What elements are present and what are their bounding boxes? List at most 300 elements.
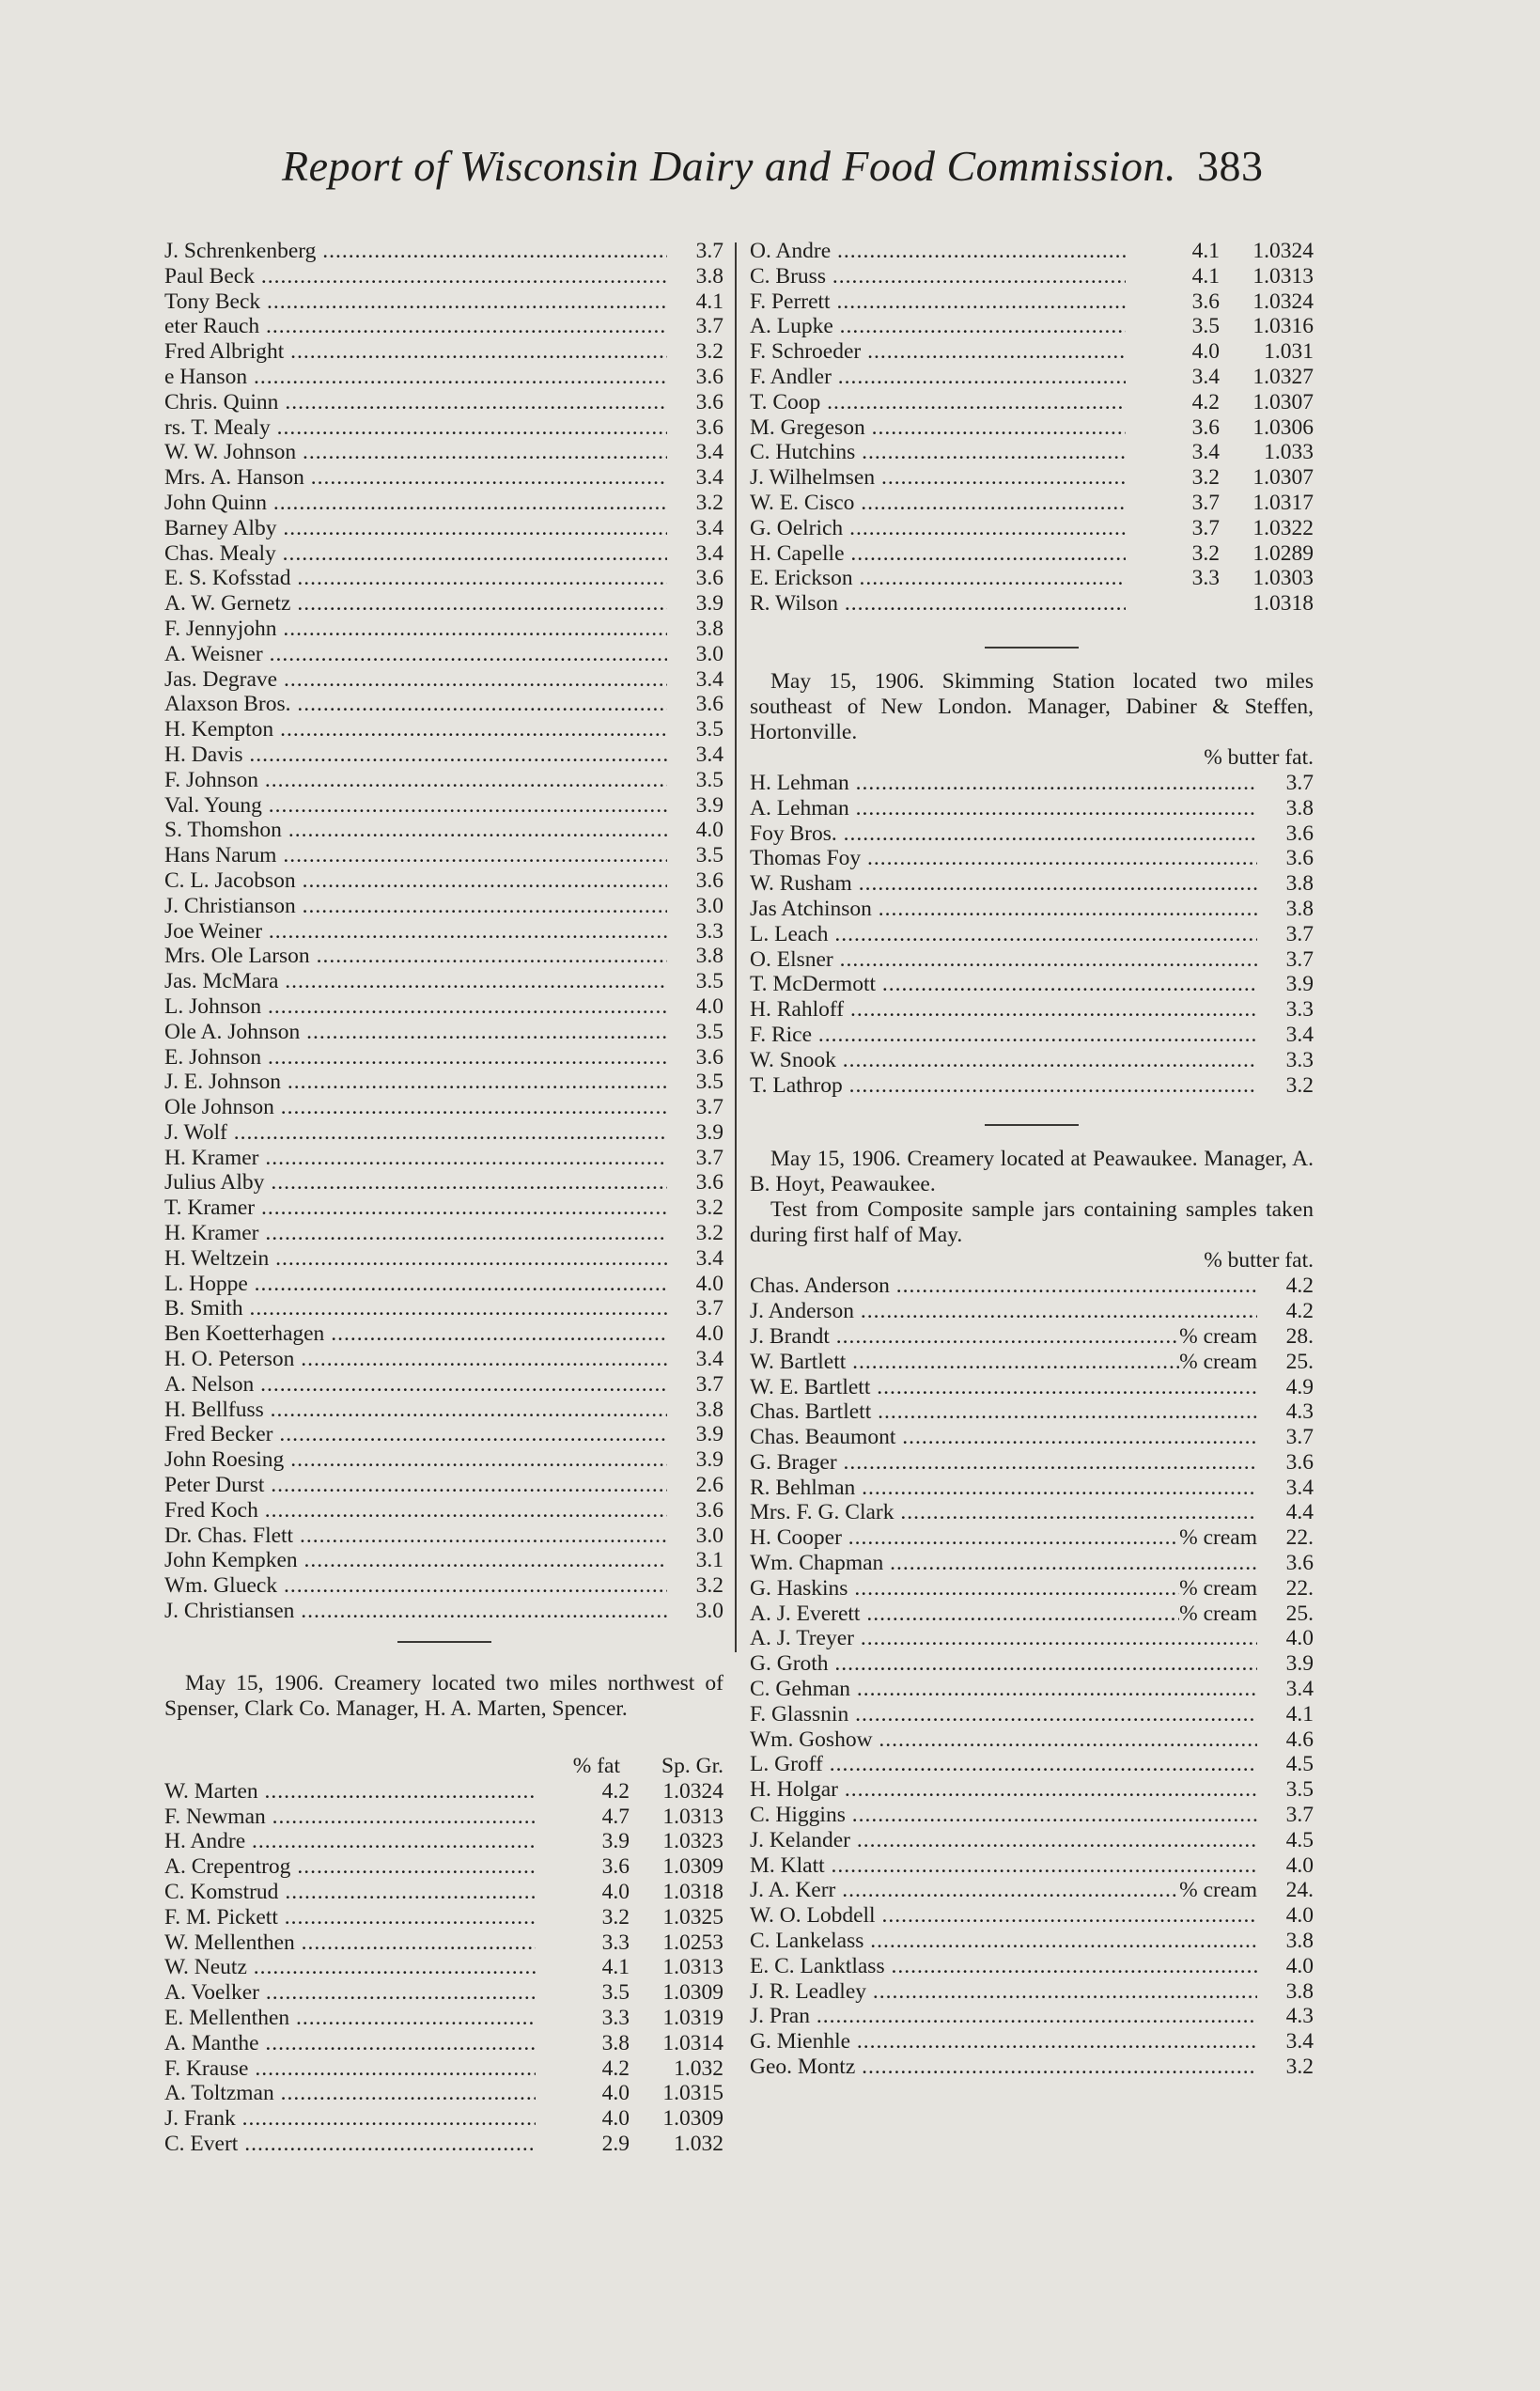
fat-value: 3.7 <box>1191 515 1220 540</box>
fat-value: 3.9 <box>695 1422 723 1447</box>
fat-value: 3.8 <box>1285 871 1314 897</box>
patron-name: J. Christiansen ..... <box>164 1599 667 1624</box>
fat-value: 3.6 <box>695 1044 723 1070</box>
fat-value: 3.6 <box>695 1170 723 1196</box>
list-item <box>750 1677 1314 1702</box>
fat-value: 3.4 <box>1285 1022 1314 1047</box>
patron-name: Chas. Mealy ..... <box>164 541 667 567</box>
table-row <box>164 1829 723 1854</box>
fat-value: 3.7 <box>695 1371 723 1397</box>
patron-name: E. C. Lanktlass ..... <box>750 1954 1257 1979</box>
fat-value: 4.2 <box>601 1778 630 1804</box>
spgr-value: 1.0324 <box>1252 239 1314 263</box>
fat-value: 3.1 <box>695 1548 723 1573</box>
fat-value: 4.0 <box>601 1880 630 1905</box>
spgr-value: 1.0322 <box>1252 515 1314 540</box>
fat-value: 4.2 <box>601 2055 630 2081</box>
table-row <box>750 264 1314 289</box>
section-rule <box>397 1641 491 1643</box>
spgr-value: 1.0317 <box>1252 490 1314 515</box>
patron-name: S. Thomshon ..... <box>164 818 667 843</box>
fat-value: 3.0 <box>695 641 723 666</box>
fat-value: 3.2 <box>695 1573 723 1599</box>
patron-name: T. Lathrop ..... <box>750 1073 1257 1099</box>
section-rule <box>985 647 1079 649</box>
patron-name: Jas Atchinson ..... <box>750 897 1257 922</box>
fat-value: 3.7 <box>695 1145 723 1170</box>
list-item <box>164 465 723 491</box>
list-item <box>750 1476 1314 1501</box>
patron-name: Fred Becker ..... <box>164 1422 667 1447</box>
patron-name: L. Hoppe ..... <box>164 1272 667 1297</box>
right-column <box>750 239 1314 2080</box>
table-row <box>750 566 1314 591</box>
pewaukee-col-header <box>750 1248 1314 1274</box>
list-item <box>164 717 723 742</box>
fat-value: 4.2 <box>1191 389 1220 414</box>
cream-label: % cream <box>1179 1878 1257 1903</box>
list-item <box>164 1146 723 1171</box>
table-row <box>750 591 1314 617</box>
fat-value: 3.6 <box>695 692 723 717</box>
table-row <box>750 415 1314 441</box>
fat-value: 4.5 <box>1285 1752 1314 1777</box>
list-item <box>750 1626 1314 1651</box>
patron-name: O. Andre ..... <box>750 239 1126 264</box>
patron-name: Mrs. A. Hanson ..... <box>164 465 667 491</box>
spgr-value: 1.032 <box>674 2131 723 2156</box>
spgr-value: 1.031 <box>1264 339 1314 365</box>
patron-name: W. Rusham ..... <box>750 871 1257 897</box>
spgr-value: 1.0289 <box>1252 540 1314 566</box>
list-item <box>164 1372 723 1398</box>
list-item <box>750 1853 1314 1879</box>
list-item <box>750 1803 1314 1828</box>
patron-name: A. Nelson ..... <box>164 1372 667 1398</box>
list-item <box>164 1095 723 1120</box>
list-item <box>750 846 1314 871</box>
patron-name: H. Weltzein ..... <box>164 1246 667 1272</box>
list-item <box>164 491 723 516</box>
list-item <box>750 1954 1314 1979</box>
list-item <box>164 617 723 642</box>
list-item <box>750 947 1314 973</box>
fat-value: 3.8 <box>1285 1978 1314 2004</box>
patron-name: F. Rice ..... <box>750 1023 1257 1048</box>
patron-name: rs. T. Mealy ..... <box>164 415 667 441</box>
patron-name: G. Haskins ..... <box>750 1576 1179 1602</box>
list-item <box>164 843 723 868</box>
fat-value: 3.7 <box>1285 1425 1314 1450</box>
patron-name: A. J. Everett ..... <box>750 1602 1179 1627</box>
fat-value: 3.6 <box>695 867 723 893</box>
patron-name: H. Davis ..... <box>164 742 667 768</box>
patron-name: Mrs. Ole Larson ..... <box>164 944 667 969</box>
list-item <box>164 1120 723 1146</box>
fat-value <box>1126 591 1220 617</box>
list-item <box>750 1500 1314 1525</box>
spgr-value: 1.0309 <box>662 1854 723 1880</box>
fat-value: 3.4 <box>1285 1677 1314 1702</box>
patron-name: F. Johnson ..... <box>164 768 667 793</box>
list-item <box>750 1727 1314 1753</box>
patron-name: G. Oelrich ..... <box>750 516 1126 541</box>
table-row <box>164 2132 723 2157</box>
list-item <box>164 919 723 945</box>
list-item <box>164 793 723 819</box>
patron-name: B. Smith ..... <box>164 1296 667 1321</box>
list-item <box>164 894 723 919</box>
patron-name: T. McDermott ..... <box>750 972 1257 997</box>
list-item <box>164 1221 723 1246</box>
fat-value: 3.6 <box>695 364 723 389</box>
list-item <box>750 1551 1314 1576</box>
list-item <box>164 1447 723 1473</box>
patron-name: J. Anderson ..... <box>750 1299 1257 1324</box>
patron-name: Ole Johnson ..... <box>164 1095 667 1120</box>
list-item <box>750 1979 1314 2005</box>
patron-name: John Kempken ..... <box>164 1548 667 1573</box>
list-item <box>164 1347 723 1372</box>
patron-name: W. Bartlett ..... <box>750 1350 1179 1375</box>
table-row <box>750 289 1314 315</box>
fat-value: 3.4 <box>695 440 723 465</box>
fat-value: 4.7 <box>601 1804 630 1829</box>
list-item <box>164 1473 723 1498</box>
patron-name: Wm. Goshow ..... <box>750 1727 1257 1753</box>
fat-value: 3.0 <box>695 1523 723 1548</box>
patron-name: Ole A. Johnson ..... <box>164 1020 667 1045</box>
cream-label: % cream <box>1179 1575 1257 1601</box>
list-item <box>164 1246 723 1272</box>
spgr-value: 1.0319 <box>662 2006 723 2030</box>
fat-value: 25. <box>1285 1601 1314 1626</box>
patron-name: G. Brager ..... <box>750 1450 1257 1476</box>
fat-value: 4.1 <box>1191 263 1220 289</box>
patron-name: A. Voelker ..... <box>164 1980 536 2006</box>
list-item <box>164 1599 723 1624</box>
fat-value: 3.5 <box>1191 314 1220 339</box>
patron-name: J. Wilhelmsen ..... <box>750 465 1126 491</box>
patron-name: W. Neutz ..... <box>164 1955 536 1980</box>
patron-name: H. Rahloff ..... <box>750 997 1257 1023</box>
fat-value: 3.2 <box>695 490 723 515</box>
fat-value: 4.3 <box>1285 2004 1314 2029</box>
fat-value: 3.3 <box>1285 997 1314 1023</box>
patron-name: W. E. Cisco ..... <box>750 491 1126 516</box>
patron-name: H. O. Peterson ..... <box>164 1347 667 1372</box>
patron-name: H. Cooper ..... <box>750 1525 1179 1551</box>
spgr-value: 1.0324 <box>1252 289 1314 314</box>
patron-name: Jas. Degrave ..... <box>164 667 667 693</box>
patron-name: F. Andler ..... <box>750 365 1126 390</box>
left-name-list <box>164 239 723 1624</box>
list-item <box>750 1023 1314 1048</box>
list-item <box>164 440 723 465</box>
fat-value: 4.0 <box>695 818 723 843</box>
page-header <box>282 141 1315 191</box>
patron-name: Geo. Montz ..... <box>750 2055 1257 2080</box>
fat-value: 3.4 <box>695 666 723 692</box>
fat-value: 3.6 <box>1285 846 1314 871</box>
fat-value: 3.9 <box>695 1119 723 1145</box>
table-row <box>164 2031 723 2056</box>
fat-value: 3.3 <box>695 918 723 944</box>
fat-value: 3.4 <box>695 742 723 767</box>
list-item <box>164 1170 723 1196</box>
fat-value: 3.9 <box>601 1829 630 1854</box>
patron-name: J. R. Leadley ..... <box>750 1979 1257 2005</box>
cream-label: % cream <box>1179 1525 1257 1551</box>
patron-name: T. Coop ..... <box>750 390 1126 415</box>
fat-value: 3.9 <box>695 1447 723 1473</box>
list-item <box>750 1425 1314 1450</box>
patron-name: Wm. Glueck ..... <box>164 1573 667 1599</box>
fat-value: 3.6 <box>1285 820 1314 846</box>
list-item <box>750 1299 1314 1324</box>
patron-name: Chas. Bartlett ..... <box>750 1399 1257 1425</box>
patron-name: W. O. Lobdell ..... <box>750 1903 1257 1929</box>
fat-value: 3.8 <box>601 2030 630 2055</box>
fat-value: 3.4 <box>1191 364 1220 389</box>
patron-name: G. Groth ..... <box>750 1651 1257 1677</box>
list-item <box>750 1073 1314 1099</box>
fat-value: 3.5 <box>695 767 723 792</box>
fat-value: 4.4 <box>1285 1500 1314 1525</box>
table-row <box>164 2081 723 2106</box>
patron-name: Dr. Chas. Flett ..... <box>164 1524 667 1549</box>
list-item <box>750 1777 1314 1803</box>
patron-name: F. Glassnin ..... <box>750 1702 1257 1727</box>
column-divider <box>735 242 737 1652</box>
fat-value: 4.0 <box>1285 1626 1314 1651</box>
fat-value: 3.6 <box>1191 289 1220 314</box>
fat-value: 3.6 <box>695 1497 723 1523</box>
spgr-value: 1.0315 <box>662 2081 723 2106</box>
patron-name: eter Rauch ..... <box>164 314 667 339</box>
patron-name: R. Behlman ..... <box>750 1476 1257 1501</box>
fat-value: 4.0 <box>695 1321 723 1347</box>
patron-name: C. Komstrud ..... <box>164 1880 536 1905</box>
fat-value: 4.0 <box>1285 1903 1314 1929</box>
patron-name: Chas. Beaumont ..... <box>750 1425 1257 1450</box>
table-row <box>164 1980 723 2006</box>
patron-name: G. Mienhle ..... <box>750 2029 1257 2055</box>
table-row <box>750 339 1314 365</box>
list-item <box>164 1070 723 1095</box>
fat-value: 3.2 <box>1285 2055 1314 2080</box>
spgr-value: 1.0325 <box>662 1904 723 1930</box>
fat-value: 3.5 <box>695 843 723 868</box>
fat-value: 3.4 <box>695 465 723 491</box>
list-item <box>164 1045 723 1070</box>
fat-value: 3.6 <box>1285 1551 1314 1576</box>
list-item <box>164 1296 723 1321</box>
list-item <box>164 944 723 969</box>
patron-name: W. Marten ..... <box>164 1779 536 1805</box>
fat-value: 3.4 <box>1191 440 1220 465</box>
fat-value: 25. <box>1285 1349 1314 1374</box>
patron-name: W. Mellenthen ..... <box>164 1930 536 1956</box>
spgr-value: 1.0323 <box>662 1829 723 1854</box>
spgr-value: 1.0324 <box>662 1778 723 1804</box>
list-item <box>164 289 723 315</box>
list-item <box>164 818 723 843</box>
patron-name: H. Bellfuss ..... <box>164 1398 667 1423</box>
cream-label: % cream <box>1179 1323 1257 1349</box>
list-item <box>750 2055 1314 2080</box>
fat-value: 3.7 <box>695 1095 723 1120</box>
spgr-value: 1.0318 <box>662 1880 723 1905</box>
pewaukee-table <box>750 1274 1314 2080</box>
patron-name: John Roesing ..... <box>164 1447 667 1473</box>
patron-name: J. E. Johnson ..... <box>164 1070 667 1095</box>
patron-name: Jas. McMara ..... <box>164 969 667 994</box>
list-item <box>750 2004 1314 2029</box>
table-row <box>164 2006 723 2031</box>
fat-col-header: % fat <box>572 1753 620 1778</box>
pewaukee-intro: May 15, 1906. Creamery located at Peawaukee. Manager, A. B. Hoyt, Peawaukee. <box>750 1147 1314 1197</box>
list-item <box>750 1525 1314 1551</box>
spgr-value: 1.0253 <box>662 1930 723 1955</box>
fat-value: 4.0 <box>1285 1852 1314 1878</box>
list-item <box>164 1422 723 1447</box>
patron-name: J. Brandt ..... <box>750 1324 1179 1350</box>
spgr-value: 1.0313 <box>662 1955 723 1980</box>
fat-value: 3.7 <box>695 1296 723 1321</box>
list-item <box>164 642 723 667</box>
list-item <box>164 768 723 793</box>
fat-value: 4.0 <box>601 2106 630 2132</box>
spgr-value: 1.0313 <box>662 1804 723 1829</box>
patron-name: F. Newman ..... <box>164 1805 536 1830</box>
fat-value: 3.7 <box>1285 921 1314 946</box>
list-item <box>164 314 723 339</box>
fat-value: 3.3 <box>601 1930 630 1955</box>
fat-value: 3.4 <box>1285 1475 1314 1500</box>
patron-name: E. Mellenthen ..... <box>164 2006 536 2031</box>
fat-value: 3.4 <box>695 515 723 540</box>
spgr-value: 1.0307 <box>1252 465 1314 491</box>
table-row <box>750 440 1314 465</box>
fat-value: 3.9 <box>695 591 723 617</box>
spgr-value: 1.0309 <box>662 1980 723 2006</box>
list-item <box>164 1398 723 1423</box>
patron-name: E. Johnson ..... <box>164 1045 667 1070</box>
fat-value: 22. <box>1285 1575 1314 1601</box>
list-item <box>750 1702 1314 1727</box>
list-item <box>164 516 723 541</box>
cream-label: % cream <box>1179 1601 1257 1626</box>
patron-name: C. Gehman ..... <box>750 1677 1257 1702</box>
fat-value: 3.8 <box>695 1397 723 1422</box>
fat-value: 3.6 <box>695 389 723 414</box>
patron-name: L. Johnson ..... <box>164 994 667 1020</box>
patron-name: Alaxson Bros. ..... <box>164 692 667 717</box>
table-row <box>164 2056 723 2082</box>
list-item <box>750 1752 1314 1777</box>
table-row <box>164 1905 723 1930</box>
list-item <box>750 922 1314 947</box>
spgr-value: 1.0327 <box>1252 364 1314 389</box>
patron-name: C. Lankelass ..... <box>750 1929 1257 1954</box>
list-item <box>164 742 723 768</box>
patron-name: Mrs. F. G. Clark ..... <box>750 1500 1257 1525</box>
list-item <box>750 1048 1314 1073</box>
list-item <box>750 821 1314 847</box>
list-item <box>164 541 723 567</box>
patron-name: F. Krause ..... <box>164 2056 536 2082</box>
list-item <box>164 239 723 264</box>
patron-name: E. S. Kofsstad ..... <box>164 566 667 591</box>
table-row <box>750 365 1314 390</box>
page-title: Report of Wisconsin Dairy and Food Commission. <box>282 142 1176 190</box>
fat-value: 4.0 <box>1191 339 1220 365</box>
fat-value: 3.2 <box>695 1196 723 1221</box>
patron-name: A. Crepentrog ..... <box>164 1854 536 1880</box>
list-item <box>750 1651 1314 1677</box>
fat-value: 4.2 <box>1285 1299 1314 1324</box>
fat-value: 3.8 <box>1285 896 1314 921</box>
fat-value: 3.5 <box>1285 1777 1314 1803</box>
list-item <box>164 1524 723 1549</box>
patron-name: Ben Koetterhagen ..... <box>164 1321 667 1347</box>
new-london-table <box>750 771 1314 1098</box>
spgr-value: 1.032 <box>674 2055 723 2081</box>
patron-name: J. A. Kerr ..... <box>750 1878 1179 1903</box>
fat-value: 3.6 <box>1191 414 1220 440</box>
table-row <box>164 1955 723 1980</box>
patron-name: O. Elsner ..... <box>750 947 1257 973</box>
fat-value: 3.7 <box>1191 490 1220 515</box>
patron-name: L. Leach ..... <box>750 922 1257 947</box>
fat-value: 3.9 <box>695 792 723 818</box>
patron-name: T. Kramer ..... <box>164 1196 667 1221</box>
patron-name: Val. Young ..... <box>164 793 667 819</box>
list-item <box>750 972 1314 997</box>
list-item <box>750 1274 1314 1299</box>
fat-value: 3.2 <box>1285 1072 1314 1098</box>
right-top-table <box>750 239 1314 617</box>
list-item <box>164 264 723 289</box>
list-item <box>164 591 723 617</box>
fat-value: 4.3 <box>1285 1399 1314 1425</box>
list-item <box>164 1573 723 1599</box>
patron-name: Paul Beck ..... <box>164 264 667 289</box>
fat-value: 3.2 <box>1191 540 1220 566</box>
list-item <box>750 997 1314 1023</box>
list-item <box>164 868 723 894</box>
list-item <box>164 1020 723 1045</box>
patron-name: H. Andre ..... <box>164 1829 536 1854</box>
fat-value: 4.1 <box>1285 1701 1314 1727</box>
patron-name: L. Groff ..... <box>750 1752 1257 1777</box>
fat-value: 4.6 <box>1285 1727 1314 1752</box>
patron-name: Barney Alby ..... <box>164 516 667 541</box>
left-column <box>164 239 723 2157</box>
fat-value: 3.2 <box>1191 465 1220 491</box>
patron-name: Hans Narum ..... <box>164 843 667 868</box>
patron-name: J. Kelander ..... <box>750 1828 1257 1853</box>
fat-value: 3.3 <box>1191 566 1220 591</box>
patron-name: F. Schroeder ..... <box>750 339 1126 365</box>
list-item <box>750 1878 1314 1903</box>
fat-value: 3.4 <box>695 1347 723 1372</box>
patron-name: A. Lehman ..... <box>750 796 1257 821</box>
patron-name: John Quinn ..... <box>164 491 667 516</box>
fat-value: 3.5 <box>695 717 723 742</box>
fat-value: 3.6 <box>1285 1449 1314 1475</box>
